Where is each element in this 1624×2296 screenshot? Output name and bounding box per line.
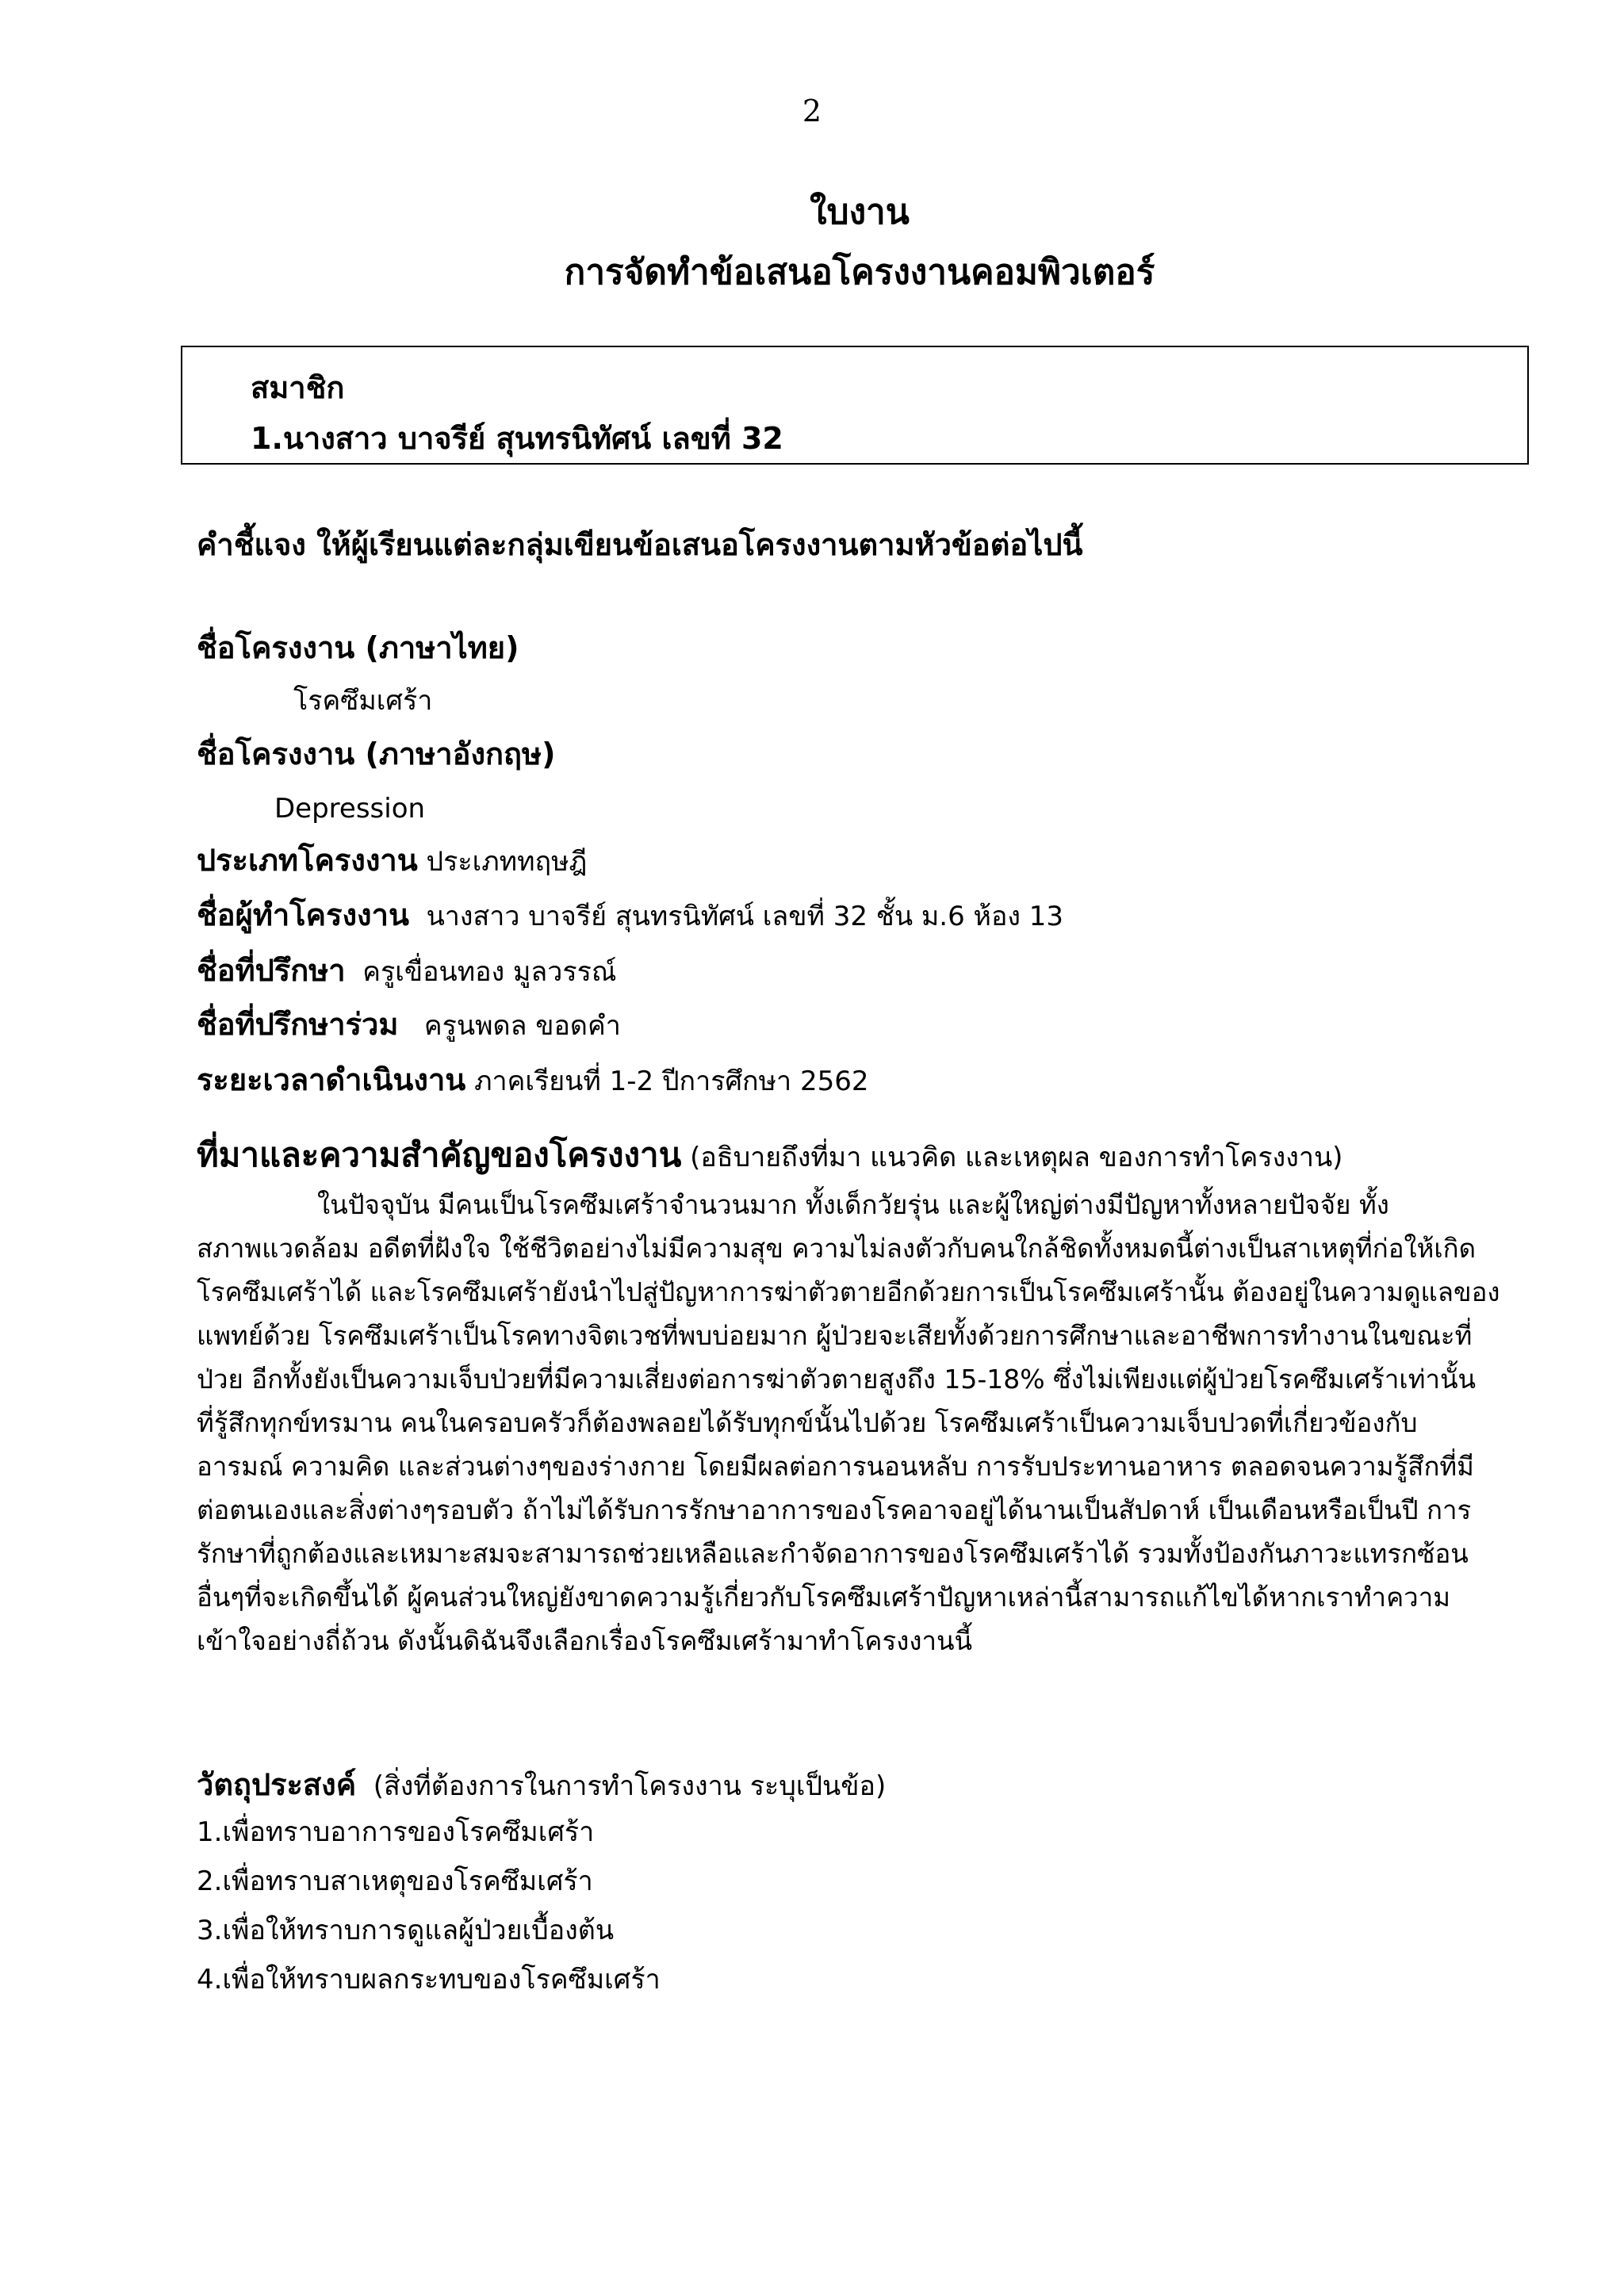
objectives-label: วัตถุประสงค์ xyxy=(197,1767,357,1802)
background-line: ต่อตนเองและสิ่งต่างๆรอบตัว ถ้าไม่ได้รับการรักษาอาการของโรคอาจอยู่ได้นานเป็นสัปดาห์ เป็นเดือนหรือเป็นปี การ xyxy=(197,1494,1472,1525)
advisor-value: ครูเขื่อนทอง มูลวรรณ์ xyxy=(362,956,617,988)
project-type-label: ประเภทโครงงาน xyxy=(197,843,418,878)
project-type-value: ประเภททฤษฎี xyxy=(426,846,588,878)
background-line: เข้าใจอย่างถี่ถ้วน ดังนั้นดิฉันจึงเลือกเรื่องโรคซึมเศร้ามาทำโครงงานนี้ xyxy=(197,1625,973,1656)
background-line: อื่นๆที่จะเกิดขึ้นได้ ผู้คนส่วนใหญ่ยังขาดความรู้เกี่ยวกับโรคซึมเศร้าปัญหาเหล่านี้สามารถแก้ไขได้หากเราทำความ xyxy=(197,1582,1450,1613)
project-name-en-label: ชื่อโครงงาน (ภาษาอังกฤษ) xyxy=(197,737,556,771)
author-value: นางสาว บาจรีย์ สุนทรนิทัศน์ เลขที่ 32 ชั้น ม.6 ห้อง 13 xyxy=(426,901,1064,932)
background-line: ในปัจจุบัน มีคนเป็นโรคซึมเศร้าจำนวนมาก ทั้งเด็กวัยรุ่น และผู้ใหญ่ต่างมีปัญหาทั้งหลายปัจจัย ทั้ง xyxy=(317,1189,1389,1220)
document-subtitle: การจัดทำข้อเสนอโครงงานคอมพิวเตอร์ xyxy=(564,252,1155,293)
objective-item: 2.เพื่อทราบสาเหตุของโรคซึมเศร้า xyxy=(197,1866,593,1897)
members-box xyxy=(181,346,1529,465)
background-line: อารมณ์ ความคิด และส่วนต่างๆของร่างกาย โดยมีผลต่อการนอนหลับ การรับประทานอาหาร ตลอดจนความรู้สึกที่มี xyxy=(197,1451,1474,1482)
objectives-heading xyxy=(197,1767,887,1802)
background-line: โรคซึมเศร้าได้ และโรคซึมเศร้ายังนำไปสู่ปัญหาการฆ่าตัวตายอีกด้วยการเป็นโรคซึมเศร้านั้น ต้องอยู่ในความดูแลของ xyxy=(197,1276,1500,1307)
objective-item: 4.เพื่อให้ทราบผลกระทบของโรคซึมเศร้า xyxy=(197,1964,661,1996)
members-label: สมาชิก xyxy=(251,370,345,405)
project-name-th-label-row xyxy=(197,630,519,665)
objective-item: 1.เพื่อทราบอาการของโรคซึมเศร้า xyxy=(197,1816,595,1848)
project-name-th-value: โรคซึมเศร้า xyxy=(293,685,433,717)
project-name-en-label-row xyxy=(197,739,555,769)
duration-label: ระยะเวลาดำเนินงาน xyxy=(197,1062,466,1097)
advisor-row xyxy=(197,953,617,988)
author-label: ชื่อผู้ทำโครงงาน xyxy=(197,897,409,932)
background-line: ป่วย อีกทั้งยังเป็นความเจ็บป่วยที่มีความเสี่ยงต่อการฆ่าตัวตายสูงถึง 15-18% ซึ่งไม่เพียงแต่ผู้ป่วยโรคซึมเศร้าเท่านั้น xyxy=(197,1364,1477,1395)
background-label: ที่มาและความสำคัญของโครงงาน xyxy=(197,1135,682,1174)
page-number: 2 xyxy=(802,94,822,128)
instruction xyxy=(197,527,1083,562)
document-title: ใบงาน xyxy=(810,192,910,232)
background-hint: (อธิบายถึงที่มา แนวคิด และเหตุผล ของการทำโครงงาน) xyxy=(690,1142,1343,1173)
background-line: แพทย์ด้วย โรคซึมเศร้าเป็นโรคทางจิตเวชที่พบบ่อยมาก ผู้ป่วยจะเสียทั้งด้วยการศึกษาและอาชีพการทำงานในขณะที่ xyxy=(197,1320,1473,1351)
background-line: รักษาที่ถูกต้องและเหมาะสมจะสามารถช่วยเหลือและกำจัดอาการของโรคซึมเศร้าได้ รวมทั้งป้องกันภาวะแทรกซ้อน xyxy=(197,1538,1469,1569)
background-paragraph xyxy=(197,1183,1513,1663)
background-line: ที่รู้สึกทุกข์ทรมาน คนในครอบครัวก็ต้องพลอยได้รับทุกข์นั้นไปด้วย โรคซึมเศร้าเป็นความเจ็บปวดที่เกี่ยวข้องกับ xyxy=(197,1407,1418,1438)
project-name-en-value: Depression xyxy=(274,793,426,825)
advisor-label: ชื่อที่ปรึกษา xyxy=(197,953,346,988)
co-advisor-row xyxy=(197,1007,621,1042)
project-type-row xyxy=(197,843,588,878)
duration-row xyxy=(197,1062,869,1097)
instruction-text: คำชี้แจง ให้ผู้เรียนแต่ละกลุ่มเขียนข้อเสนอโครงงานตามหัวข้อต่อไปนี้ xyxy=(197,527,1083,562)
background-line: สภาพแวดล้อม อดีตที่ฝังใจ ใช้ชีวิตอย่างไม่มีความสุข ความไม่ลงตัวกับคนใกล้ชิดทั้งหมดนี้ต่างเป็นสาเหตุที่ก่อให้เกิด xyxy=(197,1233,1477,1264)
co-advisor-value: ครูนพดล ขอดคำ xyxy=(423,1010,621,1042)
co-advisor-label: ชื่อที่ปรึกษาร่วม xyxy=(197,1007,399,1042)
objectives-list xyxy=(197,1810,661,2007)
background-heading xyxy=(197,1135,1343,1174)
member-item: 1.นางสาว บาจรีย์ สุนทรนิทัศน์ เลขที่ 32 xyxy=(251,421,783,456)
duration-value: ภาคเรียนที่ 1-2 ปีการศึกษา 2562 xyxy=(474,1066,869,1097)
project-name-th-label: ชื่อโครงงาน (ภาษาไทย) xyxy=(197,630,519,665)
objective-item: 3.เพื่อให้ทราบการดูแลผู้ป่วยเบื้องต้น xyxy=(197,1915,615,1946)
author-row xyxy=(197,897,1064,932)
objectives-hint: (สิ่งที่ต้องการในการทำโครงงาน ระบุเป็นข้อ) xyxy=(373,1770,887,1802)
